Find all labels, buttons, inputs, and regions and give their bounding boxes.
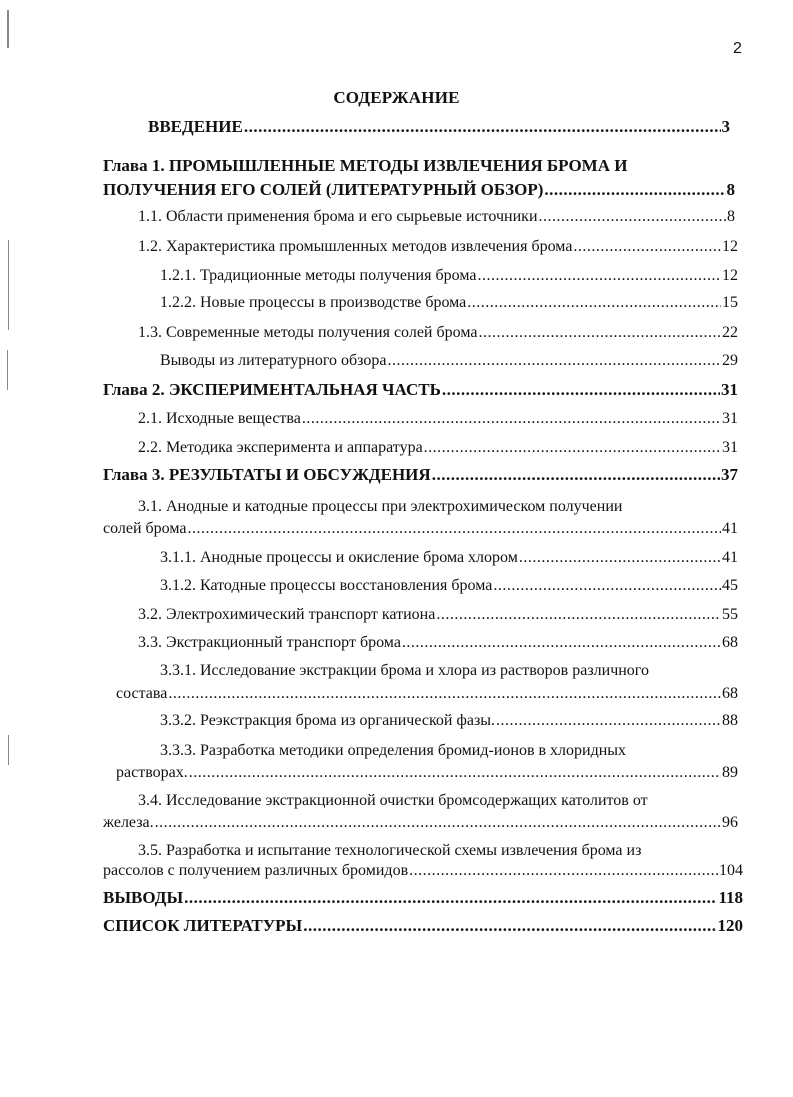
toc-entry-label: 1.1. Области применения брома и его сырьевые источники — [138, 208, 538, 225]
toc-entry-page: 41 — [722, 549, 738, 566]
toc-entry-3-5 — [103, 861, 743, 881]
toc-entry-3-3-1 — [116, 684, 738, 704]
toc-entry-page: 96 — [722, 814, 738, 831]
toc-entry-conclusions — [103, 888, 743, 908]
dot-leader — [496, 711, 721, 731]
scan-artifact — [8, 240, 9, 330]
toc-entry-page: 88 — [722, 712, 738, 729]
dot-leader — [189, 763, 721, 783]
toc-entry-page: 22 — [722, 324, 738, 341]
toc-entry-chapter-3 — [103, 465, 738, 485]
toc-entry-label: СПИСОК ЛИТЕРАТУРЫ — [103, 916, 303, 935]
toc-entry-page: 31 — [722, 410, 738, 427]
toc-entry-page: 12 — [722, 267, 738, 284]
toc-entry-chapter-2 — [103, 380, 738, 400]
toc-entry-1-1 — [138, 207, 735, 227]
toc-entry-page: 41 — [722, 520, 738, 537]
dot-leader — [184, 888, 717, 908]
toc-entry-3-4 — [103, 813, 738, 833]
toc-entry-3-2 — [138, 605, 738, 625]
toc-entry-label: солей брома — [103, 520, 187, 537]
toc-entry-page: 68 — [722, 634, 738, 651]
toc-entry-page: 15 — [722, 294, 738, 311]
toc-entry-3-3-3 — [116, 763, 738, 783]
toc-entry-label: 3.2. Электрохимический транспорт катиона — [138, 606, 436, 623]
toc-entry-3-1-title: 3.1. Анодные и катодные процессы при электрохимическом получении — [138, 498, 623, 515]
toc-entry-label: состава — [116, 685, 168, 702]
toc-entry-label: 1.2.1. Традиционные методы получения брома — [160, 267, 477, 284]
toc-entry-3-3-2 — [160, 711, 738, 731]
dot-leader — [168, 684, 721, 704]
toc-entry-3-1 — [103, 519, 738, 539]
dot-leader — [432, 465, 720, 485]
toc-entry-page: 3 — [721, 117, 730, 136]
toc-entry-1-2-1 — [160, 266, 738, 286]
toc-entry-label: 2.2. Методика эксперимента и аппаратура — [138, 439, 423, 456]
toc-entry-label: ПОЛУЧЕНИЯ ЕГО СОЛЕЙ (ЛИТЕРАТУРНЫЙ ОБЗОР) — [103, 180, 544, 199]
dot-leader — [467, 293, 721, 313]
toc-entry-3-1-1 — [160, 548, 738, 568]
toc-entry-page: 89 — [722, 764, 738, 781]
dot-leader — [436, 605, 721, 625]
toc-entry-label: 3.1.1. Анодные процессы и окисление брома хлором — [160, 549, 518, 566]
toc-entry-page: 118 — [718, 888, 743, 907]
toc-entry-page: 104 — [719, 862, 743, 879]
toc-chapter-1-title: Глава 1. ПРОМЫШЛЕННЫЕ МЕТОДЫ ИЗВЛЕЧЕНИЯ БРОМА И — [103, 156, 628, 175]
dot-leader — [387, 351, 721, 371]
toc-entry-1-2-2 — [160, 293, 738, 313]
dot-leader — [539, 207, 726, 227]
dot-leader — [303, 916, 716, 936]
toc-entry-label: Глава 3. РЕЗУЛЬТАТЫ И ОБСУЖДЕНИЯ — [103, 465, 431, 484]
scan-artifact — [7, 10, 9, 48]
toc-entry-page: 45 — [722, 577, 738, 594]
dot-leader — [573, 237, 721, 257]
toc-entry-page: 29 — [722, 352, 738, 369]
scan-artifact — [7, 350, 8, 390]
toc-entry-3-3-3-title: 3.3.3. Разработка методики определения бромид-ионов в хлоридных — [160, 742, 627, 759]
toc-entry-label: растворах. — [116, 764, 188, 781]
toc-entry-1-3 — [138, 323, 738, 343]
toc-entry-page: 37 — [721, 465, 738, 484]
toc-entry-references — [103, 916, 743, 936]
toc-entry-label: 3.3. Экстракционный транспорт брома — [138, 634, 401, 651]
dot-leader — [442, 380, 720, 400]
toc-entry-2-1 — [138, 409, 738, 429]
toc-entry-page: 8 — [726, 180, 735, 199]
toc-entry-label: 3.3.2. Реэкстракция брома из органической фазы. — [160, 712, 496, 729]
dot-leader — [155, 813, 721, 833]
toc-entry-label: 2.1. Исходные вещества — [138, 410, 301, 427]
toc-entry-label: ВВЕДЕНИЕ — [148, 117, 243, 136]
toc-entry-3-3 — [138, 633, 738, 653]
toc-entry-label: ВЫВОДЫ — [103, 888, 184, 907]
toc-entry-chapter-1 — [103, 180, 735, 200]
toc-entry-label: 1.2.2. Новые процессы в производстве брома — [160, 294, 467, 311]
toc-entry-page: 55 — [722, 606, 738, 623]
dot-leader — [424, 438, 721, 458]
dot-leader — [544, 180, 725, 200]
dot-leader — [302, 409, 721, 429]
dot-leader — [402, 633, 721, 653]
toc-entry-label: Глава 2. ЭКСПЕРИМЕНТАЛЬНАЯ ЧАСТЬ — [103, 380, 441, 399]
page-number: 2 — [733, 40, 742, 57]
dot-leader — [493, 576, 721, 596]
toc-entry-3-3-1-title: 3.3.1. Исследование экстракции брома и хлора из растворов различного — [160, 662, 649, 679]
toc-entry-label: железа. — [103, 814, 154, 831]
toc-entry-2-2 — [138, 438, 738, 458]
toc-entry-3-5-title: 3.5. Разработка и испытание технологической схемы извлечения брома из — [138, 842, 642, 859]
toc-entry-page: 12 — [722, 238, 738, 255]
dot-leader — [188, 519, 722, 539]
toc-entry-3-4-title: 3.4. Исследование экстракционной очистки бромсодержащих католитов от — [138, 792, 648, 809]
dot-leader — [477, 266, 721, 286]
dot-leader — [519, 548, 721, 568]
toc-entry-literature-conclusions — [160, 351, 738, 371]
toc-entry-page: 31 — [722, 439, 738, 456]
dot-leader — [478, 323, 721, 343]
toc-entry-page: 31 — [721, 380, 738, 399]
dot-leader — [244, 117, 721, 137]
dot-leader — [409, 861, 718, 881]
toc-entry-introduction — [148, 117, 730, 137]
toc-entry-3-1-2 — [160, 576, 738, 596]
toc-entry-page: 120 — [717, 916, 743, 935]
toc-entry-page: 68 — [722, 685, 738, 702]
page-title: СОДЕРЖАНИЕ — [333, 88, 460, 107]
toc-entry-label: Выводы из литературного обзора — [160, 352, 387, 369]
toc-entry-label: рассолов с получением различных бромидов — [103, 862, 409, 879]
toc-entry-1-2 — [138, 237, 738, 257]
toc-entry-label: 1.3. Современные методы получения солей брома — [138, 324, 478, 341]
toc-entry-page: 8 — [727, 208, 735, 225]
scan-artifact — [8, 735, 9, 765]
toc-entry-label: 3.1.2. Катодные процессы восстановления брома — [160, 577, 493, 594]
toc-entry-label: 1.2. Характеристика промышленных методов извлечения брома — [138, 238, 573, 255]
